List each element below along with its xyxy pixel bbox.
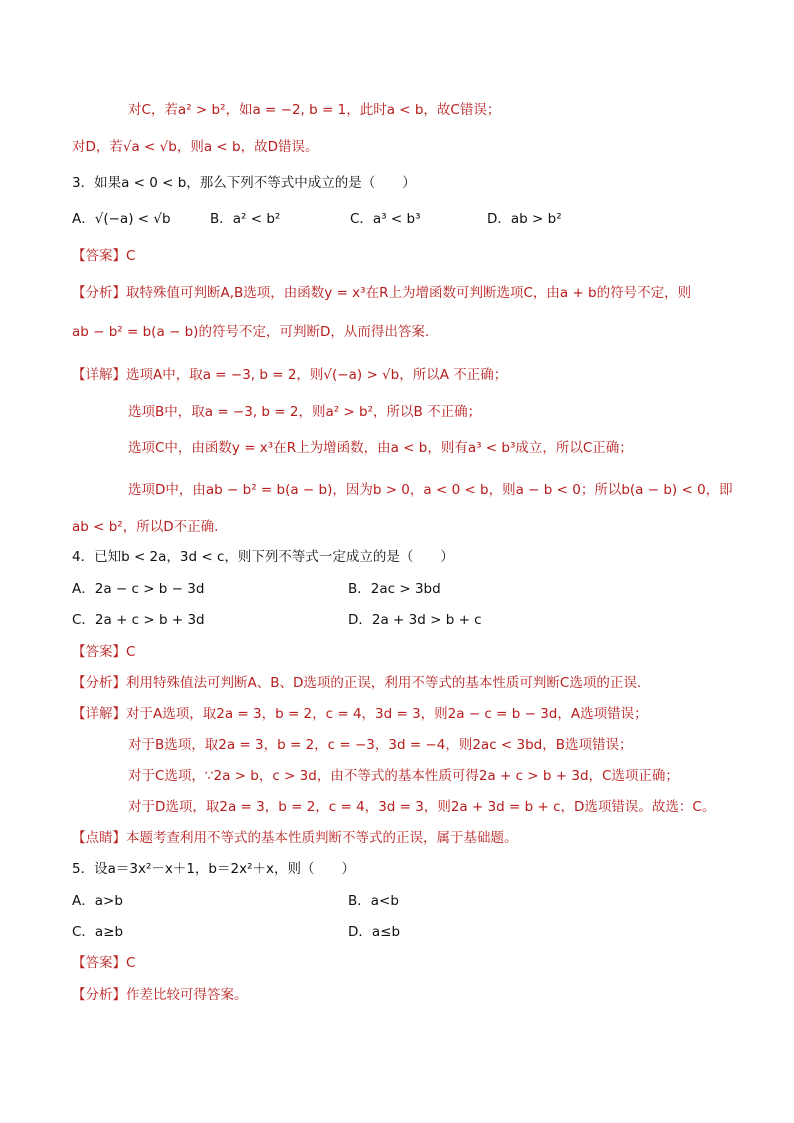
q5-answer [72,953,135,973]
q3-analysis-2: ab − b² = b(a − b)的符号不定，可判断D，从而得出答案. [72,324,430,340]
answer-value: C [126,248,136,264]
analysis-text: 作差比较可得答案。 [126,987,248,1003]
q3-option-b: B．a² < b² [210,211,281,227]
detail-line-c: 对C，若a² > b²，如a = −2, b = 1，此时a < b，故C错误； [128,102,501,118]
q5-option-c: C．a≥b [72,924,124,940]
q5-analysis [72,985,248,1005]
q4-comment [72,828,518,848]
analysis-text: 利用特殊值法可判断A、B、D选项的正误，利用不等式的基本性质可判断C选项的正误. [126,675,642,691]
q4-analysis [72,673,641,693]
q4-detail-3: 对于C选项，∵2a > b，c > 3d，由不等式的基本性质可得2a + c > b + 3d，C选项正确； [128,768,679,784]
answer-tag: 【答案】 [72,248,126,264]
q3-detail-3: 选项C中，由函数y = x³在R上为增函数，由a < b，则有a³ < b³成立，所以C正确； [128,440,633,456]
analysis-tag: 【分析】 [72,285,126,301]
q4-option-c: C．2a + c > b + 3d [72,612,205,628]
detail-line-d: 对D，若√a < √b，则a < b，故D错误。 [72,139,319,155]
q4-detail-4: 对于D选项，取2a = 3，b = 2，c = 4，3d = 3，则2a + 3d = b + c，D选项错误。故选：C。 [128,799,716,815]
q3-detail-1 [72,365,507,385]
detail-text: 对于A选项，取2a = 3，b = 2，c = 4，3d = 3，则2a − c = b − 3d，A选项错误； [126,706,648,722]
answer-tag: 【答案】 [72,955,126,971]
detail-tag: 【详解】 [72,706,126,722]
analysis-tag: 【分析】 [72,987,126,1003]
comment-tag: 【点睛】 [72,830,126,846]
q5-option-b: B．a<b [348,893,399,909]
comment-text: 本题考查利用不等式的基本性质判断不等式的正误，属于基础题。 [126,830,518,846]
q4-option-d: D．2a + 3d > b + c [348,612,482,628]
q4-detail-2: 对于B选项，取2a = 3，b = 2，c = −3，3d = −4，则2ac < 3bd，B选项错误； [128,737,633,753]
detail-text: 选项A中，取a = −3, b = 2，则√(−a) > √b，所以A 不正确； [126,367,508,383]
q3-analysis-1 [72,283,691,303]
q4-detail-1 [72,704,648,724]
q3-option-d: D．ab > b² [487,211,562,227]
q5-option-d: D．a≤b [348,924,401,940]
answer-value: C [126,955,136,971]
question-5: 5．设a＝3x²－x＋1，b＝2x²＋x，则（ ） [72,861,355,877]
q4-option-a: A．2a − c > b − 3d [72,581,205,597]
q4-answer [72,642,135,662]
analysis-text: 取特殊值可判断A,B选项，由函数y = x³在R上为增函数可判断选项C，由a + b的符号不定，则 [126,285,692,301]
analysis-tag: 【分析】 [72,675,126,691]
question-4: 4．已知b < 2a，3d < c，则下列不等式一定成立的是（ ） [72,549,454,565]
q3-option-c: C．a³ < b³ [350,211,421,227]
answer-tag: 【答案】 [72,644,126,660]
q5-option-a: A．a>b [72,893,123,909]
q3-detail-5: ab < b²，所以D不正确. [72,519,219,535]
question-3: 3．如果a < 0 < b，那么下列不等式中成立的是（ ） [72,175,416,191]
answer-value: C [126,644,136,660]
q3-option-a: A．√(−a) < √b [72,211,171,227]
detail-tag: 【详解】 [72,367,126,383]
q3-detail-4: 选项D中，由ab − b² = b(a − b)，因为b > 0，a < 0 < b，则a − b < 0；所以b(a − b) < 0，即 [128,482,733,498]
q4-option-b: B．2ac > 3bd [348,581,441,597]
q3-detail-2: 选项B中，取a = −3, b = 2，则a² > b²，所以B 不正确； [128,404,482,420]
q3-answer [72,246,135,266]
